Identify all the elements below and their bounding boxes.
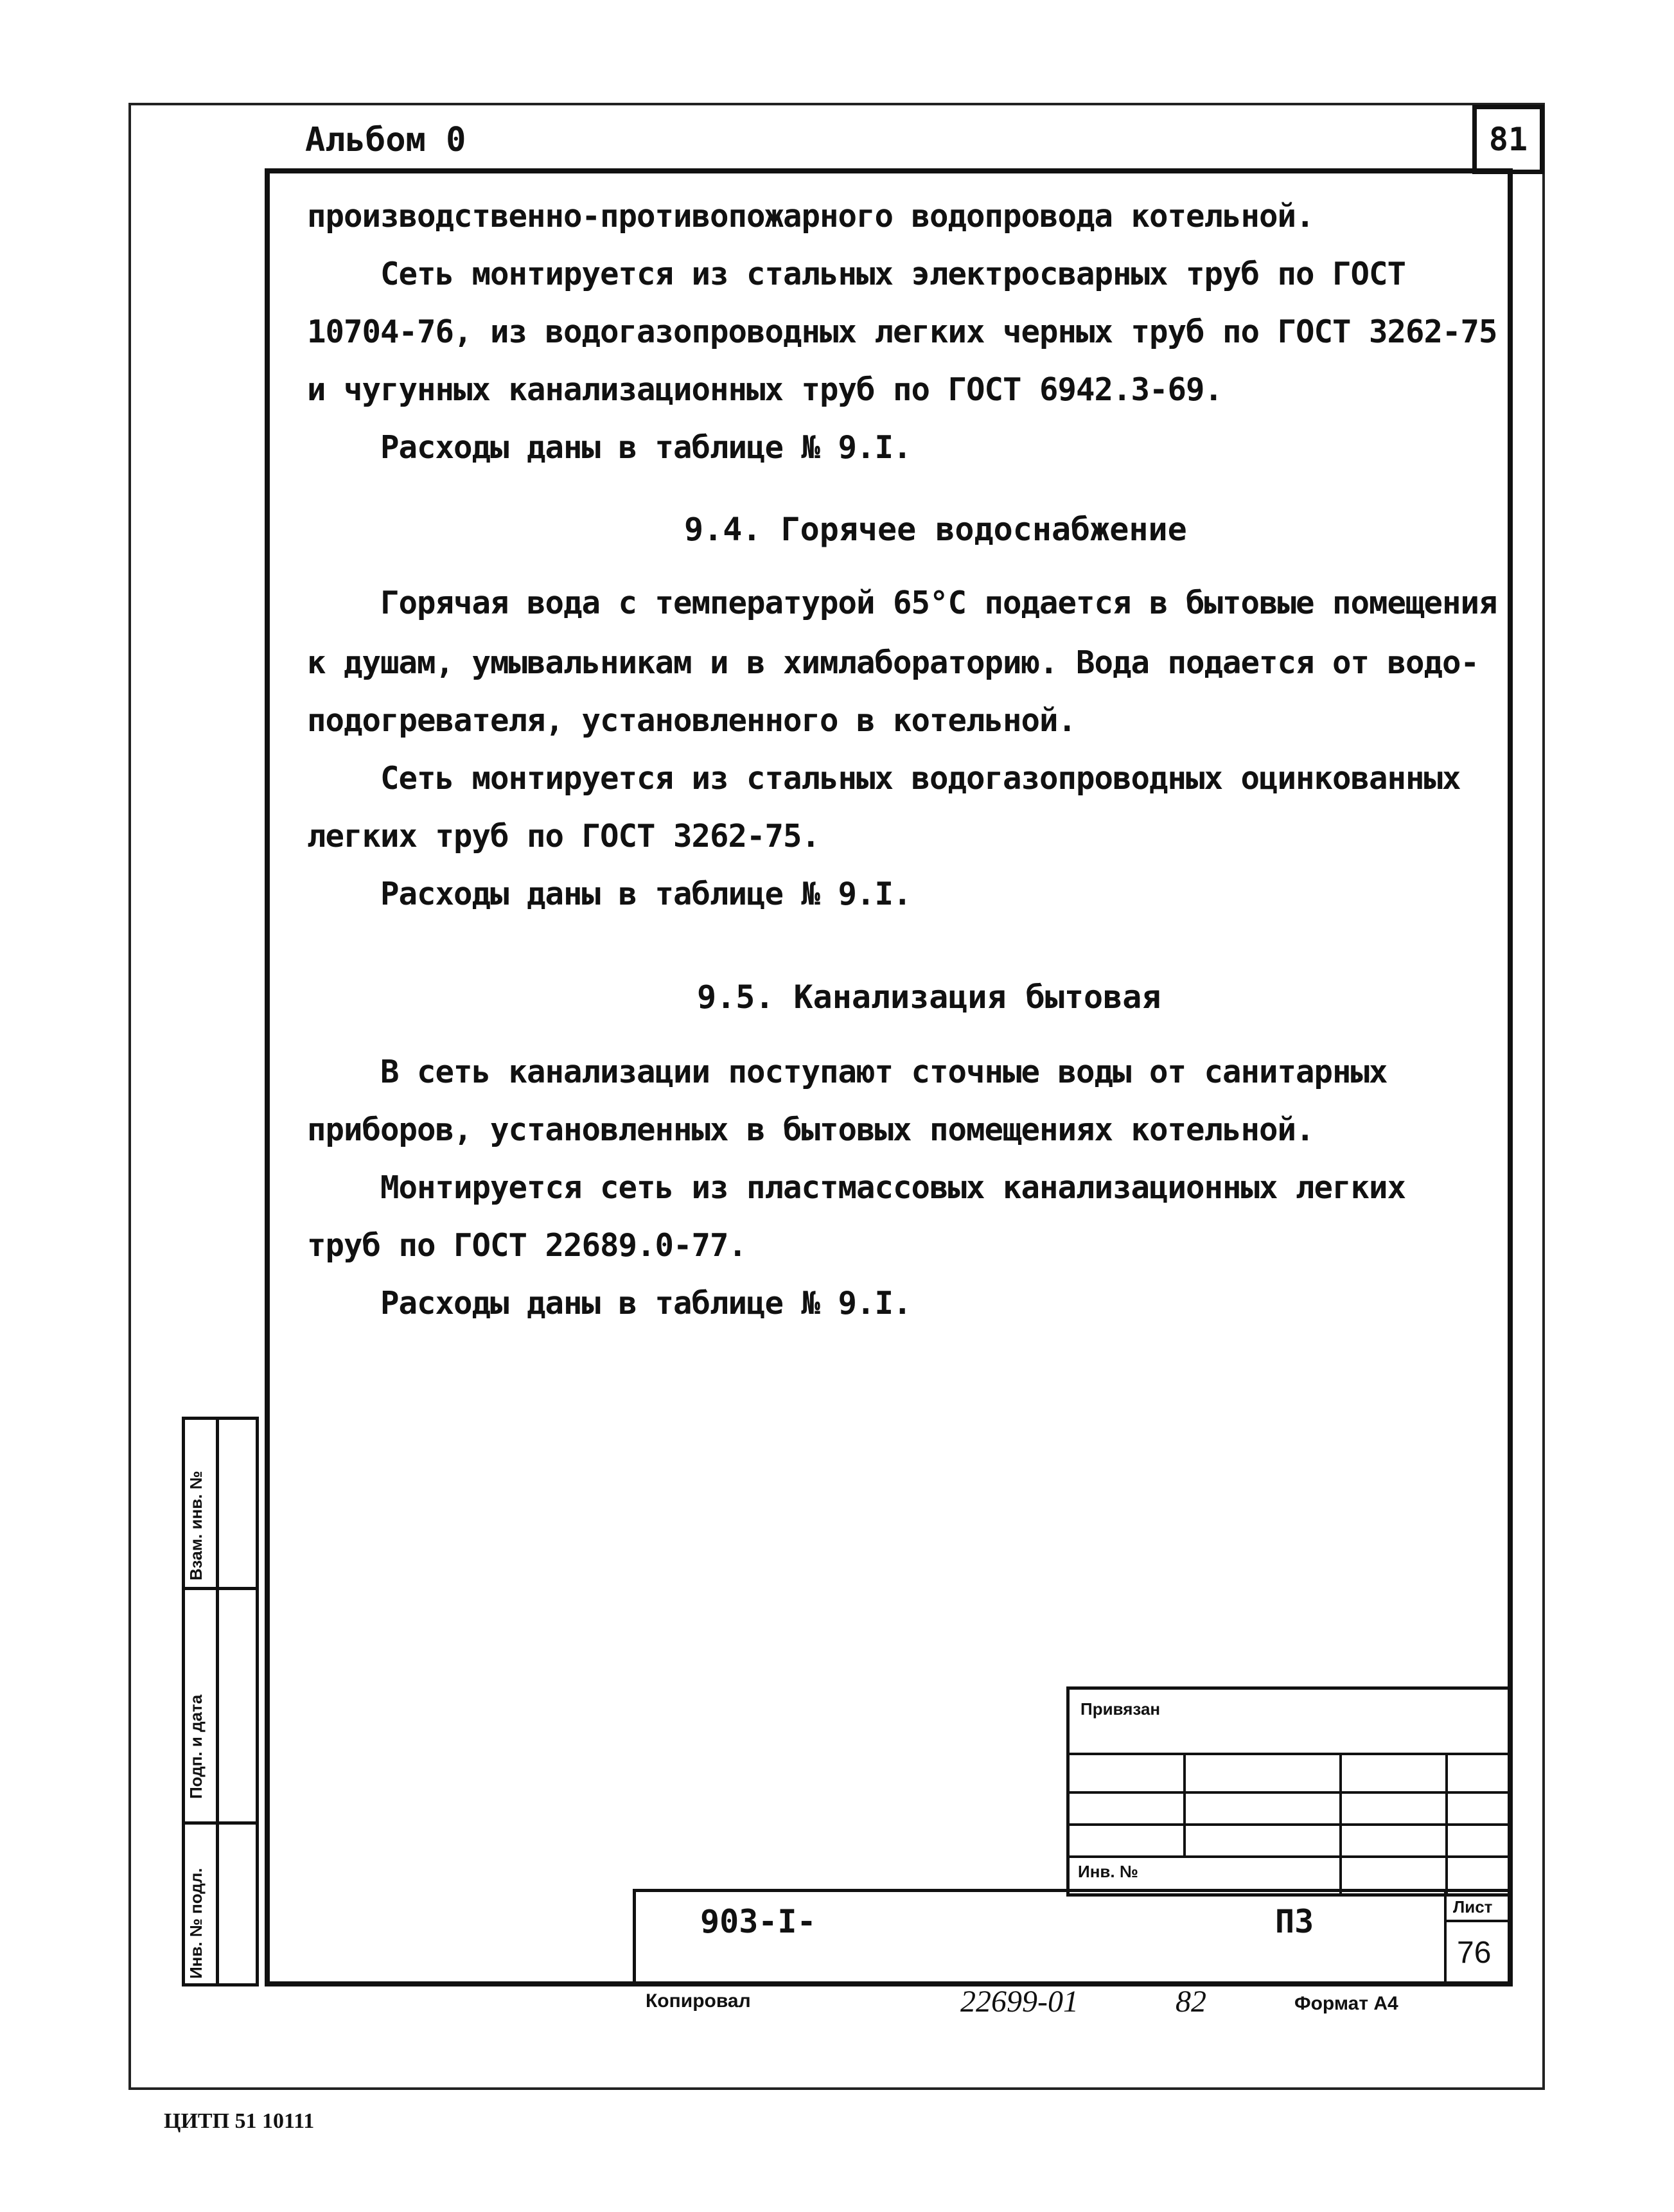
format-label: Формат А4 xyxy=(1294,1993,1398,2014)
privyazan-label: Привязан xyxy=(1080,1699,1161,1719)
sheet-number: 76 xyxy=(1457,1936,1492,1970)
text-line: производственно-противопожарного водопровода котельной. xyxy=(307,198,1314,234)
album-label: Альбом 0 xyxy=(305,121,466,159)
text-line: Горячая вода с температурой 65°С подается в бытовые помещения xyxy=(307,585,1497,621)
kopiroval-label: Копировал xyxy=(646,1990,751,2012)
grid-line xyxy=(1445,1753,1448,1897)
section-heading: 9.5. Канализация бытовая xyxy=(697,978,1161,1016)
text-line: приборов, установленных в бытовых помещениях котельной. xyxy=(307,1111,1314,1148)
text-line: Сеть монтируется из стальных водогазопроводных оцинкованных xyxy=(307,760,1461,797)
sheet-label: Лист xyxy=(1453,1897,1493,1916)
handwritten-code: 22699-01 xyxy=(960,1985,1079,2019)
inv-no-label: Инв. № xyxy=(1078,1862,1138,1881)
document-code: 903-I- xyxy=(700,1903,816,1940)
inv-podl-label: Инв. № подл. xyxy=(186,1868,206,1979)
podp-data-label: Подп. и дата xyxy=(186,1694,206,1799)
text-line: В сеть канализации поступают сточные воды от санитарных xyxy=(307,1054,1388,1090)
vzam-inv-label: Взам. инв. № xyxy=(186,1471,206,1580)
section-heading: 9.4. Горячее водоснабжение xyxy=(684,511,1187,548)
text-line: подогревателя, установленного в котельной. xyxy=(307,702,1077,739)
side-stamp-divider xyxy=(182,1821,259,1825)
document-type: ПЗ xyxy=(1275,1903,1314,1940)
text-line: легких труб по ГОСТ 3262-75. xyxy=(307,818,820,854)
grid-line xyxy=(1444,1920,1513,1922)
handwritten-number: 82 xyxy=(1176,1985,1206,2019)
text-line: и чугунных канализационных труб по ГОСТ 6942.3-69. xyxy=(307,371,1223,408)
grid-line xyxy=(1339,1753,1342,1897)
text-line: Сеть монтируется из стальных электросварных труб по ГОСТ xyxy=(307,256,1406,292)
text-line: к душам, умывальникам и в химлабораторию. Вода подается от водо- xyxy=(307,644,1479,681)
grid-line xyxy=(1183,1753,1186,1855)
text-line: Монтируется сеть из пластмассовых канализационных легких xyxy=(307,1169,1406,1206)
text-line: Расходы даны в таблице № 9.I. xyxy=(307,876,912,912)
side-stamp-divider xyxy=(182,1587,259,1590)
text-line: Расходы даны в таблице № 9.I. xyxy=(307,1285,912,1322)
text-line: 10704-76, из водогазопроводных легких черных труб по ГОСТ 3262-75 xyxy=(307,314,1497,350)
grid-line xyxy=(1444,1889,1447,1986)
page-number: 81 xyxy=(1472,105,1544,174)
text-line: труб по ГОСТ 22689.0-77. xyxy=(307,1227,747,1264)
print-mark: ЦИТП 51 10111 xyxy=(164,2109,315,2133)
text-line: Расходы даны в таблице № 9.I. xyxy=(307,429,912,466)
